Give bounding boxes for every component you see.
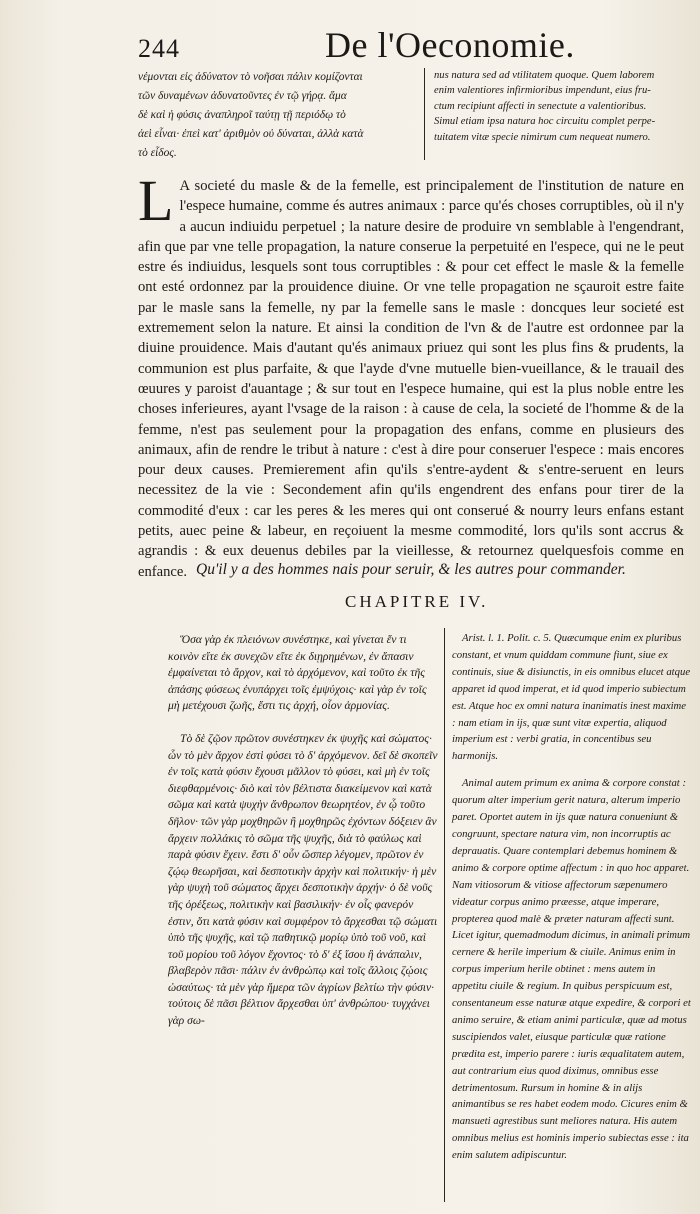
- greek-continuation: [138, 68, 416, 163]
- greek-line: ἀεὶ εἶναι· ἐπεὶ κατ' ἀριθμὸν οὐ δύναται, ἀλλὰ κατὰ: [138, 128, 364, 140]
- drop-cap: L: [138, 168, 174, 233]
- chapter-heading: CHAPITRE IV.: [345, 592, 489, 611]
- greek-paragraph: Τὸ δὲ ζῷον πρῶτον συνέστηκεν ἐκ ψυχῆς καὶ σώματος· ὧν τὸ μὲν ἄρχον ἐστὶ φύσει τὸ δ' ἀρχόμενον. δεῖ δὲ σκοπεῖν ἐν τοῖς κατὰ φύσιν ἔχουσι μᾶλλον τὸ φύσει, καὶ μὴ ἐν τοῖς διεφθαρμένοις· διὸ καὶ τὸν βέλτιστα διακείμενον καὶ κατὰ σῶμα καὶ κατὰ ψυχὴν ἄνθρωπον θεωρητέον, ἐν ᾧ τοῦτο δῆλον· τῶν γὰρ μοχθηρῶν ἢ μοχθηρῶς ἐχόντων δόξειεν ἂν ἄρχειν πολλάκις τὸ σῶμα τῆς ψυχῆς, διὰ τὸ φαύλως καὶ παρὰ φύσιν ἔχειν. ἔστι δ' οὖν ὥσπερ λέγομεν, πρῶτον ἐν ζῴῳ θεωρῆσαι, καὶ δεσποτικὴν ἀρχὴν καὶ πολιτικήν· ἡ μὲν γὰρ ψυχὴ τοῦ σώματος ἄρχει δεσποτικὴν ἀρχήν· ὁ δὲ νοῦς τῆς ὀρέξεως, πολιτικὴν καὶ βασιλικήν· ἐν οἷς φανερόν ἐστιν, ὅτι κατὰ φύσιν καὶ συμφέρον τὸ ἄρχεσθαι τῷ σώματι ὑπὸ τῆς ψυχῆς, καὶ τῷ παθητικῷ μορίῳ ὑπὸ τοῦ νοῦ, καὶ τοῦ μορίου τοῦ λόγον ἔχοντος· τὸ δ' ἐξ ἴσου ἢ ἀνάπαλιν, βλαβερὸν πᾶσι· πάλιν ἐν ἀνθρώπῳ καὶ τοῖς ἄλλοις ζῴοις ὡσαύτως· τὰ μὲν γὰρ ἥμερα τῶν ἀγρίων βελτίω τὴν φύσιν· τούτοις δὲ πᾶσι βέλτιον ἄρχεσθαι ὑπ' ἀνθρώπου· τυγχάνει γὰρ σω-: [168, 731, 438, 1028]
- commentary-paragraph: [138, 168, 684, 582]
- column-divider: [424, 68, 425, 160]
- latin-continuation: [434, 68, 678, 145]
- latin-paragraph: Animal autem primum ex anima & corpore constat : quorum alter imperium gerit natura, alterum imperio paret. Oportet autem in ijs quæ natura conueniunt & congruunt, spectare natura vim, non incorruptis ac deprauatis. Quare contemplari debemus hominem & animo & corpore optime affectum : in quo hoc apparet. Nam vitiosorum & vitiose affectorum sæpenumero videatur corpus animo præesse, atque imperare, propterea quod malè & præter naturam affecti sunt. Licet igitur, quemadmodum dicimus, in animali primum cernere & herile imperium & ciuile. Animus enim in corpus imperium herile obtinet : mens autem in appetitu ciuile & regium. In quibus perspicuum est, consentaneum esse naturæ atque expedire, & corpori et animo seruire, & etiam animi particulæ, quæ ad motus suscipiendos valet, eiusque particulæ quæ ratione prædita est, imperio parere : iuris æqualitatem autem, aut contrarium eius quod diximus, omnibus esse detrimentosum. Rursum in homine & in alijs animantibus se res habet eodem modo. Cicures enim & mansueti agrestibus sunt meliores natura. His autem omnibus melius est hominis imperio subiectas esse : ita enim salutem adipiscuntur.: [452, 777, 691, 1162]
- body-text: A societé du masle & de la femelle, est principalement de l'institution de nature en l'espece humaine, comme és autres animaux : parce qu'és choses corruptibles, où il n'y a aucun indiuidu perpetuel ; la nature desire de produire vn semblable à l'engendrant, afin que par vne telle propagation, la nature conserue la perpetuité en l'espece, qui ne le peut estre és indiuidus, lesquels sont tous corruptibles : & pour cet effect le masle & la femelle ont esté ordonnez par la prouidence diuine. Or vne telle propagation ne sçauroit estre faite par le masle sans la femelle, ny par la femelle sans le masle : doncques leur societé est extremement selon la nature. Et ainsi la condition de l'vn & de l'autre est ordonnee par la diuine prouidence. Mais d'autant qu'és animaux priuez qui sont les plus fins & prudents, la communion est plus parfaite, & que l'ayde d'vne mutuelle bien-vueillance, & le trauail des œuures y paroist d'auantage ; & sur tout en l'espece humaine, qui est la plus noble entre les choses inferieures, ayant l'vsage de la raison : à cause de cela, la societé de l'homme & de la femme, n'est pas seulement pour la propagation des enfans, comme en plusieurs des animaux, afin de rendre le tribut à nature : c'est à dire pour conseruer l'espece : mais encores pour deux causes. Premierement afin qu'ils s'entre-aydent & s'entre-seruent en leurs necessitez de la vie : Secondement afin qu'ils engendrent des enfans pour tirer de la commodité d'eux : car les peres & les meres qui ont conserué & nourry leurs enfans estant petits, auec peine & labeur, en reçoiuent la mesme commodité, lors qu'ils sont accrus & agrandis : & eux deuenus debiles par la vieillesse, & retournez quelquesfois comme en enfance.: [138, 178, 684, 580]
- page-header: [138, 24, 678, 64]
- latin-line: enim valentiores infirmioribus impendunt, eius fru-: [434, 85, 651, 97]
- running-head: De l'Oeconomie.: [325, 25, 575, 65]
- greek-line: νέμονται εἰς ἀδύνατον τὸ νοῆσαι πάλιν κομίζονται: [138, 71, 363, 83]
- latin-column: [452, 630, 692, 1174]
- continued-text-block: [138, 68, 678, 164]
- latin-paragraph: Arist. l. 1. Polit. c. 5. Quæcumque enim ex pluribus constant, et vnum quiddam commune fiunt, siue ex continuis, siue & disiunctis, in eis omnibus elucet atque apparet id quod imperat, et id quod imperio subiectum est. Atque hoc ex omni natura inanimatis inest maxime : nam etiam in ijs, quæ sunt vitæ expertia, aliquod imperium est : verbi gratia, in concentibus seu harmonijs.: [452, 632, 691, 763]
- body-paragraph: [138, 168, 684, 582]
- latin-line: ctum recipiunt affecti in senectute a valentioribus.: [434, 100, 647, 112]
- latin-line: Simul etiam ipsa natura hoc circuitu complet perpe-: [434, 116, 656, 128]
- chapter-summary: Qu'il y a des hommes nais pour seruir, & les autres pour commander.: [196, 561, 626, 578]
- page-number: 244: [138, 34, 180, 63]
- greek-line: δὲ καὶ ἡ φύσις ἀναπληροῖ ταύτῃ τῇ περιόδῳ τὸ: [138, 109, 346, 121]
- column-divider: [444, 628, 445, 1202]
- latin-line: tuitatem vitæ specie nimirum cum nequeat numero.: [434, 131, 651, 143]
- greek-line: τὸ εἶδος.: [138, 147, 177, 159]
- greek-line: τῶν δυναμένων ἀδυνατοῦντες ἐν τῷ γήρᾳ. ἅμα: [138, 90, 347, 102]
- greek-paragraph: Ὅσα γὰρ ἐκ πλειόνων συνέστηκε, καὶ γίνεται ἕν τι κοινὸν εἴτε ἐκ συνεχῶν εἴτε ἐκ διῃρημένων, ἐν ἅπασιν ἐμφαίνεται τὸ ἄρχον, καὶ τὸ ἀρχόμενον, καὶ τοῦτο ἐκ τῆς ἁπάσης φύσεως ἐνυπάρχει τοῖς ἐμψύχοις· καὶ γὰρ ἐν τοῖς μὴ μετέχουσι ζωῆς, ἔστι τις ἀρχή, οἷον ἁρμονίας.: [168, 633, 427, 713]
- latin-line: nus natura sed ad vtilitatem quoque. Quem laborem: [434, 70, 655, 81]
- greek-column: [168, 632, 438, 1046]
